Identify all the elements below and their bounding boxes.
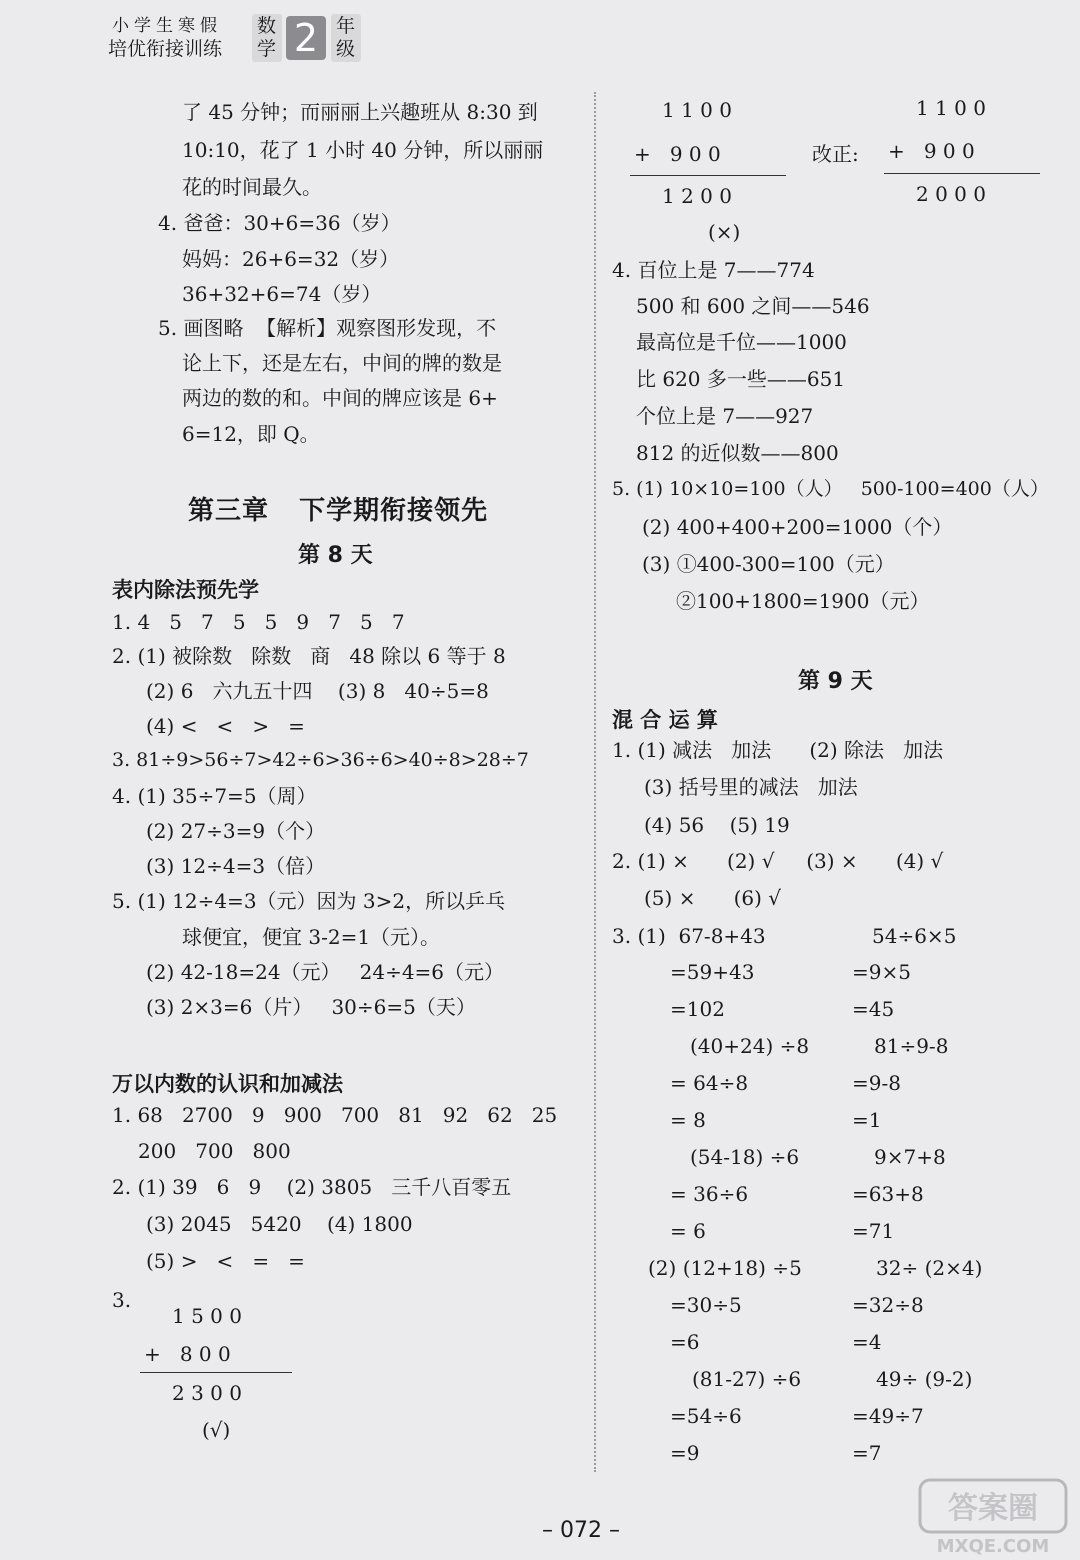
vertical-calc-row: + 9 0 0 (888, 139, 975, 163)
calc-step: 54÷6×5 (872, 924, 957, 948)
calc-step: =7 (852, 1441, 882, 1465)
vertical-calc-row: 1 1 0 0 (916, 96, 986, 120)
calc-step: = 8 (670, 1108, 706, 1132)
answer-line: 200 700 800 (138, 1139, 291, 1163)
day-heading: 第 9 天 (798, 669, 873, 694)
vertical-calc-row: 2 0 0 0 (916, 182, 986, 206)
answer-line: (3) 12÷4=3（倍） (146, 854, 326, 878)
vertical-calc-row: + 8 0 0 (144, 1342, 231, 1366)
answer-line: (5) > < = = (146, 1249, 305, 1273)
series-title-line1: 小学生寒假 (112, 16, 222, 36)
answer-line: 3. (112, 1288, 132, 1312)
calc-step: =49÷7 (852, 1404, 924, 1428)
watermark-logo (918, 1478, 1068, 1558)
subject-char-2: 学 (257, 38, 277, 60)
subject-char-1: 数 (257, 15, 277, 37)
calc-step: =9×5 (852, 960, 911, 984)
answer-line: (5) × (6) √ (644, 886, 782, 910)
answer-line: 最高位是千位——1000 (636, 330, 847, 354)
answer-line: 3. 81÷9>56÷7>42÷6>36÷6>40÷8>28÷7 (112, 749, 529, 771)
calc-step: (40+24) ÷8 (690, 1034, 810, 1058)
column-divider (594, 92, 596, 1472)
calc-step: (81-27) ÷6 (692, 1367, 802, 1391)
answer-line: 比 620 多一些——651 (636, 367, 846, 391)
calc-step: =6 (670, 1330, 700, 1354)
calc-step: =54÷6 (670, 1404, 742, 1428)
answer-line: 2. (1) 39 6 9 (2) 3805 三千八百零五 (112, 1175, 512, 1199)
calc-step: 9×7+8 (874, 1145, 946, 1169)
answer-line: ②100+1800=1900（元） (676, 589, 930, 613)
answer-line: 2. (1) × (2) √ (3) × (4) √ (612, 849, 944, 873)
calc-step: =102 (670, 997, 725, 1021)
grade-number-badge: 2 (286, 16, 326, 60)
vertical-calc-row: 1 1 0 0 (662, 98, 732, 122)
grade-char-1: 年 (336, 15, 356, 37)
calc-step: 81÷9-8 (874, 1034, 949, 1058)
calc-step: (54-18) ÷6 (690, 1145, 800, 1169)
answer-line: (4) 56 (5) 19 (644, 813, 790, 837)
calc-step: (2) (12+18) ÷5 (648, 1256, 802, 1280)
section-heading: 混 合 运 算 (612, 708, 718, 732)
answer-line: 4. (1) 35÷7=5（周） (112, 784, 317, 808)
calc-step: = 6 (670, 1219, 706, 1243)
answer-line: (2) 42-18=24（元） 24÷4=6（元） (146, 960, 505, 984)
text-line: 花的时间最久。 (182, 175, 322, 199)
answer-line: 2. (1) 被除数 除数 商 48 除以 6 等于 8 (112, 644, 506, 668)
calc-step: =45 (852, 997, 895, 1021)
calc-step: = 36÷6 (670, 1182, 749, 1206)
svg-text:MXQE.COM: MXQE.COM (936, 1536, 1050, 1557)
text-line: 10:10，花了 1 小时 40 分钟，所以丽丽 (182, 138, 544, 162)
text-line: 妈妈：26+6=32（岁） (182, 247, 400, 271)
day-heading: 第 8 天 (298, 543, 373, 568)
section-heading: 表内除法预先学 (112, 578, 259, 602)
check-mark: (×) (708, 220, 741, 244)
page-number: – 072 – (542, 1518, 620, 1543)
text-line: 36+32+6=74（岁） (182, 282, 382, 306)
answer-line: (3) 括号里的减法 加法 (644, 775, 858, 799)
answer-line: 4. 百位上是 7——774 (612, 258, 815, 282)
answer-line: (4) < < > = (146, 714, 305, 738)
text-line: 4. 爸爸：30+6=36（岁） (158, 211, 401, 235)
calc-rule (884, 173, 1040, 174)
answer-line: (2) 6 六九五十四 (3) 8 40÷5=8 (146, 679, 489, 703)
answer-line: 500 和 600 之间——546 (636, 294, 870, 318)
answer-line: 812 的近似数——800 (636, 441, 839, 465)
vertical-calc-row: 2 3 0 0 (172, 1381, 242, 1405)
section-heading: 万以内数的认识和加减法 (112, 1072, 343, 1096)
answer-line: 球便宜，便宜 3-2=1（元）。 (182, 925, 441, 949)
calc-step: =9 (670, 1441, 700, 1465)
vertical-calc-row: 1 5 0 0 (172, 1304, 242, 1328)
calc-step: =30÷5 (670, 1293, 742, 1317)
answer-line: (3) 2×3=6（片） 30÷6=5（天） (146, 995, 476, 1019)
text-line: 6=12，即 Q。 (182, 422, 320, 446)
correction-label: 改正: (812, 142, 859, 166)
calc-step: =32÷8 (852, 1293, 924, 1317)
svg-text:答案圈: 答案圈 (948, 1491, 1038, 1526)
answer-line: 1. (1) 减法 加法 (2) 除法 加法 (612, 738, 944, 762)
grade-char-2: 级 (336, 38, 356, 60)
calc-step: =4 (852, 1330, 882, 1354)
text-line: 论上下，还是左右，中间的牌的数是 (182, 351, 502, 375)
answer-line: 5. (1) 12÷4=3（元）因为 3>2，所以乒乓 (112, 889, 506, 913)
answer-line: (2) 400+400+200=1000（个） (642, 515, 953, 539)
answer-line: (3) 2045 5420 (4) 1800 (146, 1212, 413, 1236)
calc-step: =71 (852, 1219, 895, 1243)
calc-step: 3. (1) 67-8+43 (612, 924, 766, 948)
calc-step: =63+8 (852, 1182, 924, 1206)
answer-line: 个位上是 7——927 (636, 404, 814, 428)
answer-line: 5. (1) 10×10=100（人） 500-100=400（人） (612, 478, 1049, 500)
answer-line: 1. 4 5 7 5 5 9 7 5 7 (112, 610, 405, 634)
calc-step: =1 (852, 1108, 882, 1132)
text-line: 了 45 分钟；而丽丽上兴趣班从 8:30 到 (182, 100, 538, 124)
text-line: 5. 画图略 【解析】观察图形发现，不 (158, 316, 497, 340)
answer-line: 1. 68 2700 9 900 700 81 92 62 25 (112, 1103, 558, 1127)
calc-step: 49÷ (9-2) (876, 1367, 973, 1391)
series-title-line2: 培优衔接训练 (108, 38, 223, 60)
text-line: 两边的数的和。中间的牌应该是 6+ (182, 386, 498, 410)
vertical-calc-row: 1 2 0 0 (662, 184, 732, 208)
calc-step: =59+43 (670, 960, 755, 984)
calc-step: = 64÷8 (670, 1071, 749, 1095)
calc-step: =9-8 (852, 1071, 901, 1095)
calc-rule (630, 175, 786, 176)
chapter-heading: 第三章 下学期衔接领先 (188, 496, 489, 526)
vertical-calc-row: + 9 0 0 (634, 142, 721, 166)
calc-step: 32÷ (2×4) (876, 1256, 983, 1280)
answer-line: (2) 27÷3=9（个） (146, 819, 326, 843)
answer-line: (3) ①400-300=100（元） (642, 552, 895, 576)
calc-rule (140, 1372, 292, 1373)
check-mark: (√) (202, 1418, 231, 1442)
